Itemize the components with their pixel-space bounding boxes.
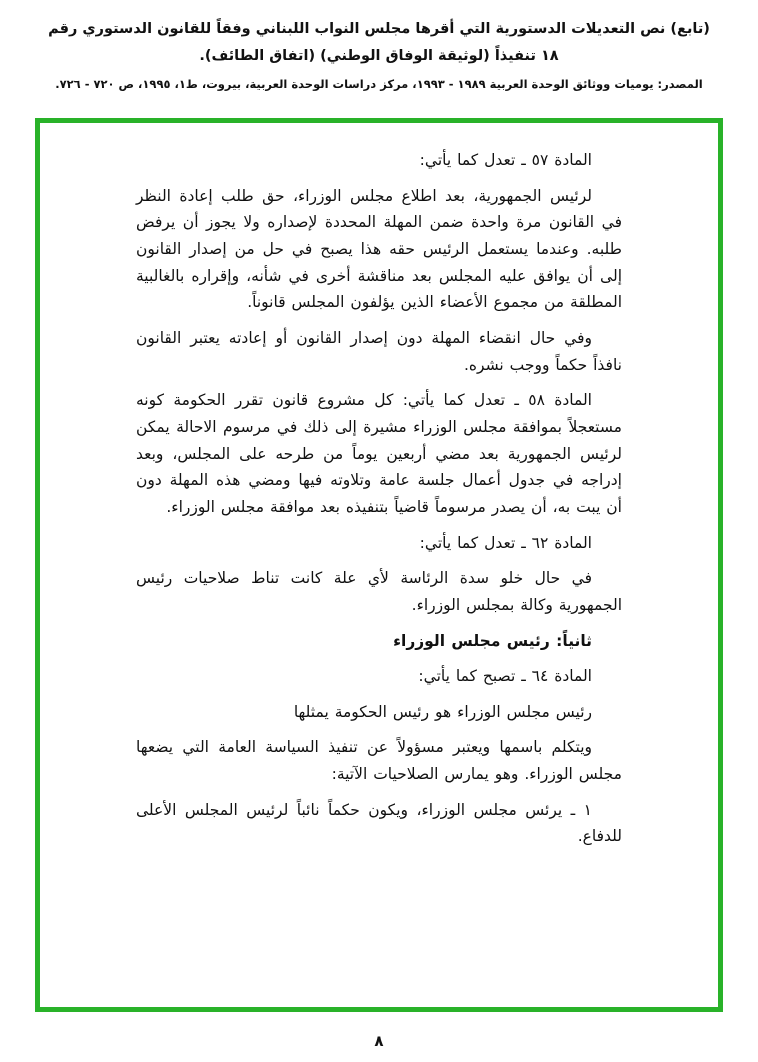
article-64-heading: المادة ٦٤ ـ تصبح كما يأتي: — [418, 667, 592, 686]
article-57-paragraph-2: وفي حال انقضاء المهلة دون إصدار القانون أو إعادته يعتبر القانون نافذاً حكماً ووجب نشره. — [136, 328, 622, 374]
content-frame — [35, 118, 723, 1012]
source-citation: المصدر: يوميات ووثائق الوحدة العربية ١٩٨٩ - ١٩٩٣، مركز دراسات الوحدة العربية، بيروت، ط١، ١٩٩٥، ص ٧٢٠ - ٧٢٦. — [55, 76, 703, 91]
article-64-paragraph-1: رئيس مجلس الوزراء هو رئيس الحكومة يمثلها — [293, 702, 592, 721]
article-64-item-1: ١ ـ يرئس مجلس الوزراء، ويكون حكماً نائباً لرئيس المجلس الأعلى للدفاع. — [136, 800, 622, 846]
article-62-heading: المادة ٦٢ ـ تعدل كما يأتي: — [419, 533, 592, 552]
article-64-paragraph-2: ويتكلم باسمها ويعتبر مسؤولاً عن تنفيذ السياسة العامة التي يضعها مجلس الوزراء. وهو يمارس الصلاحيات الآتية: — [136, 738, 622, 784]
article-58-paragraph: المادة ٥٨ ـ تعدل كما يأتي: كل مشروع قانون تقرر الحكومة كونه مستعجلاً بموافقة مجلس الوزراء مشيرة إلى ذلك في مرسوم الاحالة يمكن لرئيس الجمهورية بعد مضي أربعين يوماً من طرحه على المجلس، وبعد إدراجه في جدول أعمال جلسة عامة وتلاوته فيها ومضي هذه المهلة دون أن يبت به، أن يصدر مرسوماً قاضياً بتنفيذه بعد موافقة مجلس الوزراء. — [136, 391, 622, 516]
page-number: ٨ — [374, 1032, 384, 1050]
article-57-heading: المادة ٥٧ ـ تعدل كما يأتي: — [419, 151, 592, 169]
article-62-paragraph: في حال خلو سدة الرئاسة لأي علة كانت تناط صلاحيات رئيس الجمهورية وكالة بمجلس الوزراء. — [136, 569, 622, 614]
article-57-paragraph-1: لرئيس الجمهورية، بعد اطلاع مجلس الوزراء، حق طلب إعادة النظر في القانون مرة واحدة ضمن المهلة المحددة لإصداره ولا يجوز أن يرفض طلبه. وعندما يستعمل الرئيس حقه هذا يصبح في حل من إصدار القانون إلى أن يوافق عليه المجلس بعد مناقشة أخرى في شأنه، وإقراره بالغالبية المطلقة من مجموع الأعضاء الذين يؤلفون المجلس قانوناً. — [136, 186, 622, 312]
document-title: (تابع) نص التعديلات الدستورية التي أقرها مجلس النواب اللبناني وفقاً للقانون الدستوري رقم ١٨ تنفيذاً (لوثيقة الوفاق الوطني) (اتفاق الطائف). — [48, 21, 710, 64]
document-header — [0, 0, 758, 93]
section-heading-prime-minister: ثانياً: رئيس مجلس الوزراء — [393, 631, 592, 650]
